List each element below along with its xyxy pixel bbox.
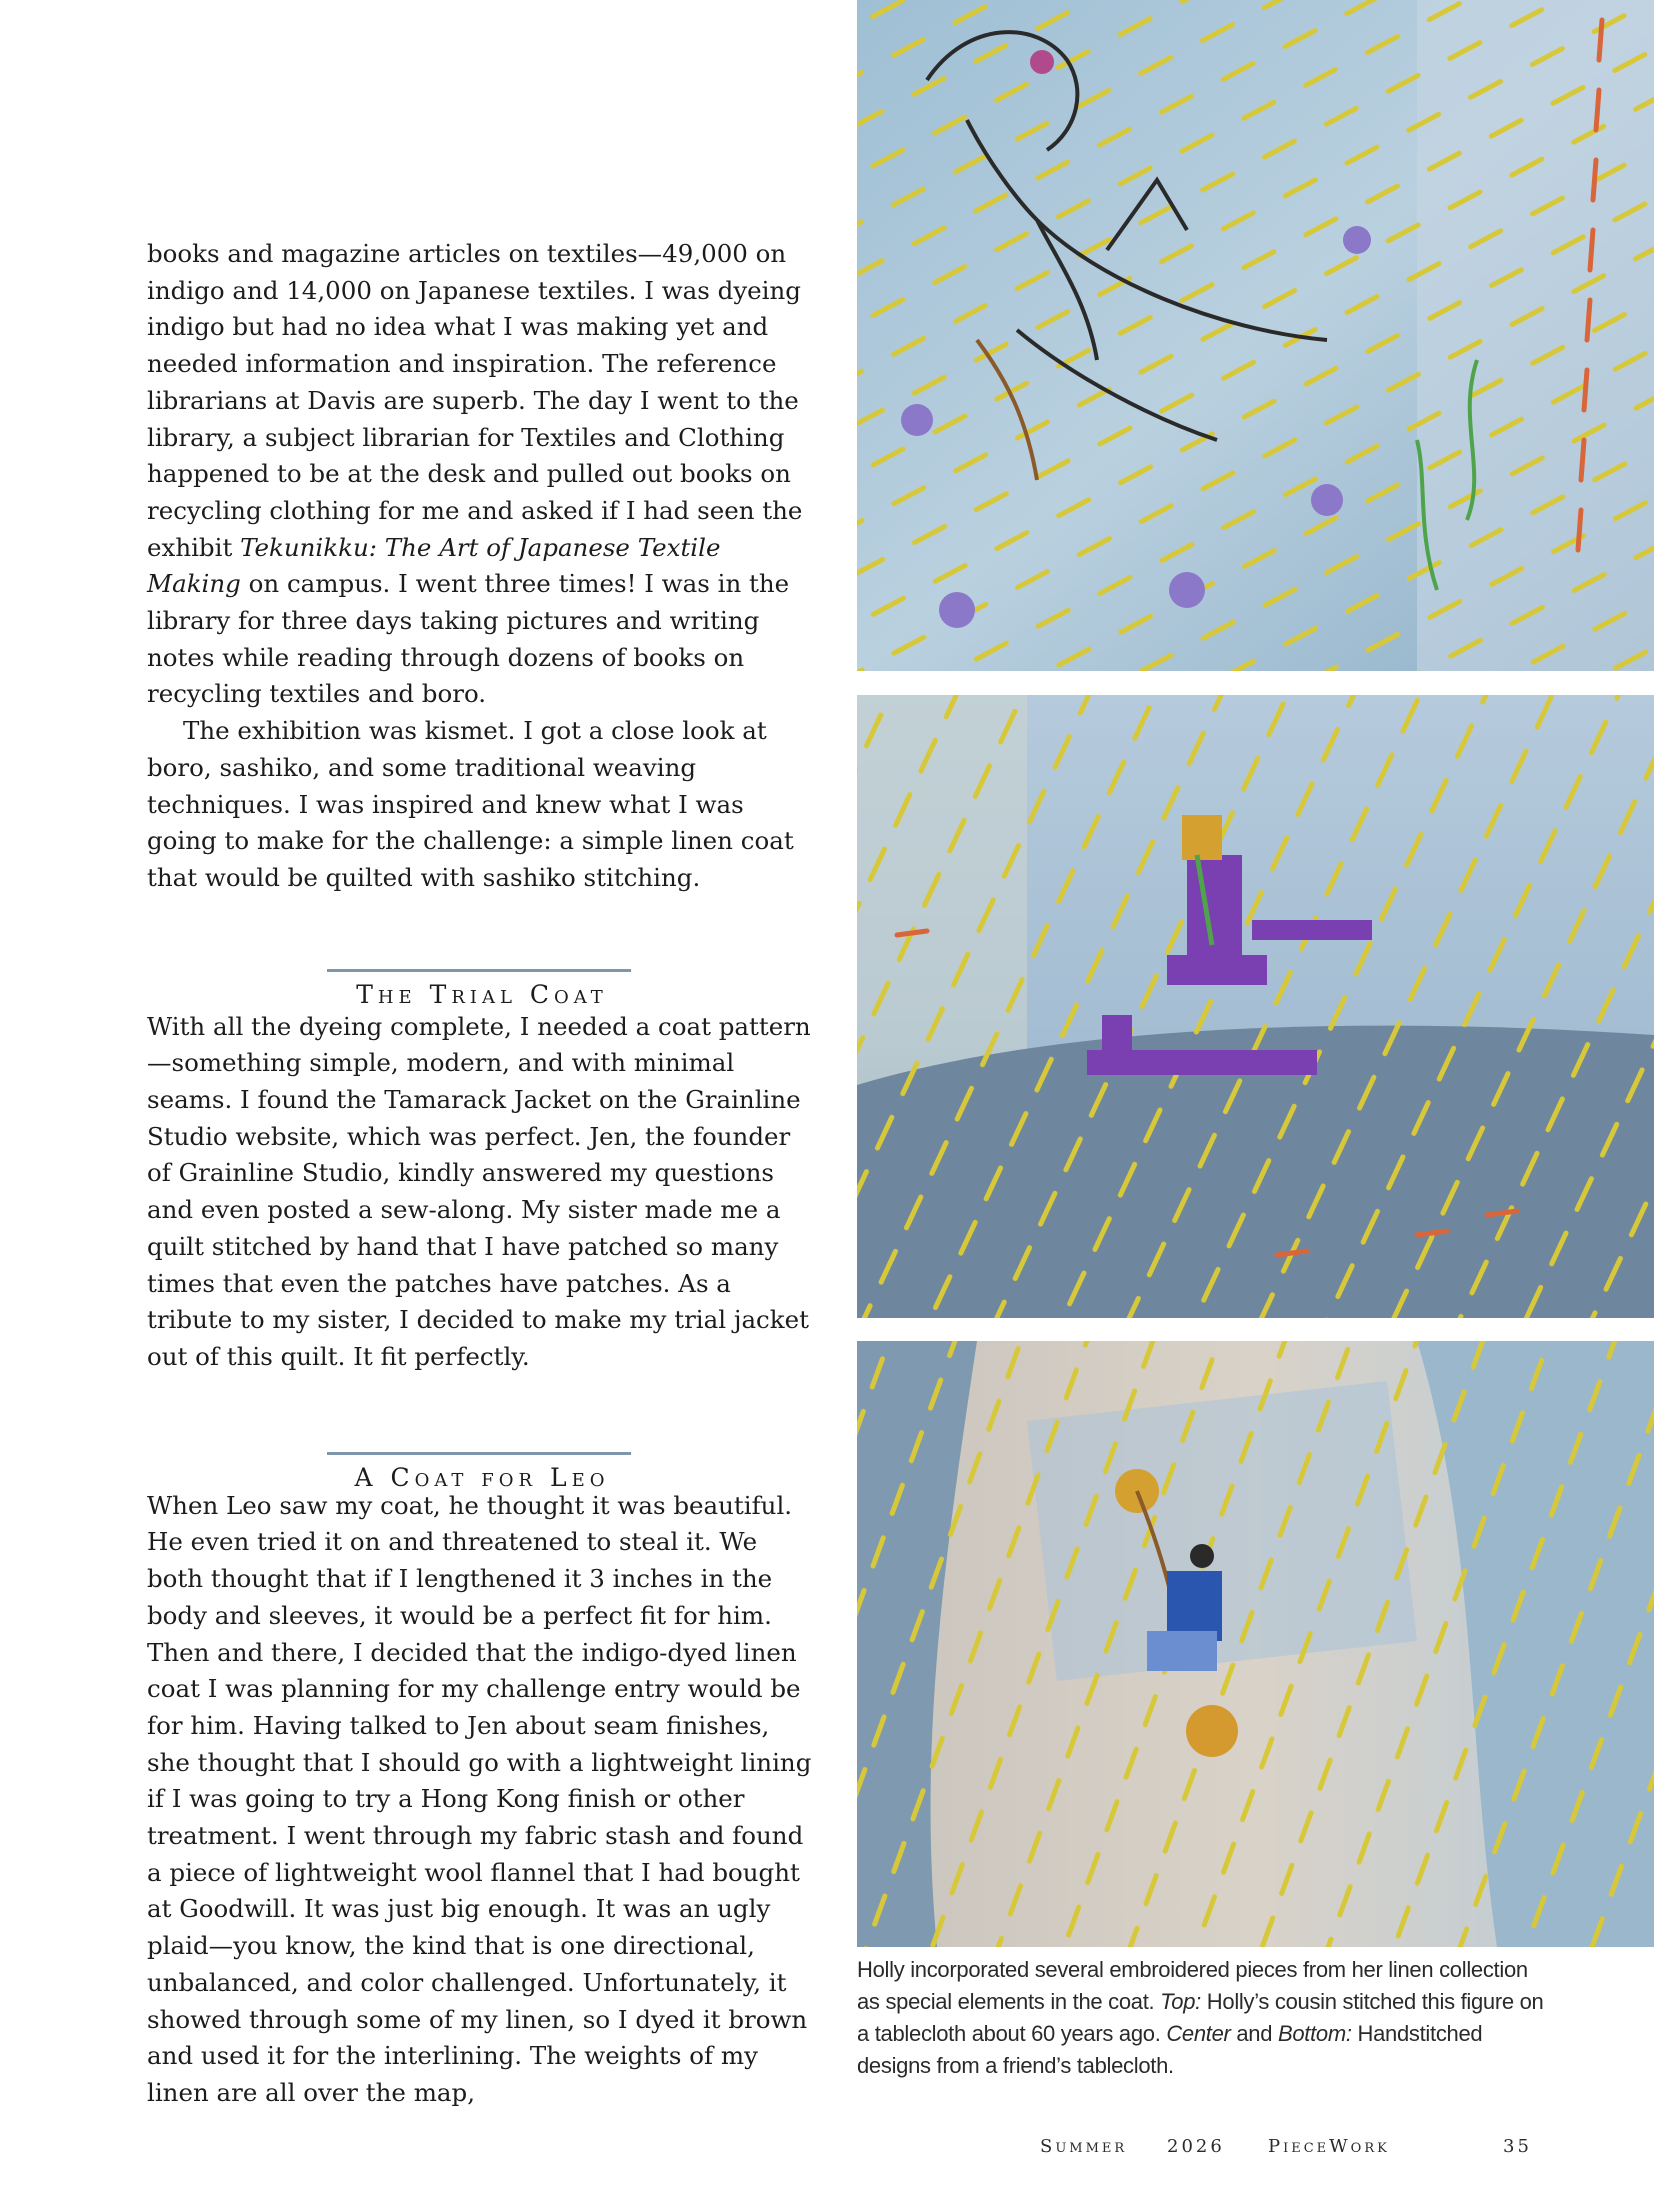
section-rule: [327, 1452, 631, 1455]
footer-year: 2026: [1167, 2136, 1225, 2157]
photo-cross-stitch-figure: [857, 695, 1654, 1318]
caption-run-1: Holly incorporated several embroidered pieces from her linen collection as special elements in the coat.: [857, 1957, 1528, 2014]
p1-run-3: on campus. I went three times! I was in the library for three days taking pictures and writing notes while reading through dozens of books on recycling textiles and boro.: [147, 569, 790, 709]
article-body: [147, 236, 817, 2112]
paragraph-4: When Leo saw my coat, he thought it was beautiful. He even tried it on and threatened to steal it. We both thought that if I lengthened it 3 inches in the body and sleeves, it would be a perfect fit for him. Then and there, I decided that the indigo-dyed linen coat I was planning for my challenge entry would be for him. Having talked to Jen about seam finishes, she thought that I should go with a lightweight lining if I was going to try a Hong Kong finish or other treatment. I went through my fabric stash and found a piece of lightweight wool flannel that I had bought at Goodwill. It was just big enough. It was an ugly plaid—you know, the kind that is one directional, unbalanced, and color challenged. Unfortunately, it showed through some of my linen, so I dyed it brown and used it for the interlining. The weights of my linen are all over the map,: [147, 1490, 812, 2107]
paragraph-1: [147, 236, 817, 713]
caption-label-bottom: Bottom:: [1278, 2021, 1352, 2046]
caption-label-top: Top:: [1160, 1989, 1201, 2014]
photo-caption: [857, 1954, 1547, 2082]
photo-water-carrier-figure: [857, 1341, 1654, 1947]
page-number: 35: [1503, 2136, 1532, 2157]
caption-run-5: and: [1230, 2021, 1278, 2046]
section-rule: [327, 969, 631, 972]
p1-run-1: books and magazine articles on textiles—49,000 on indigo and 14,000 on Japanese textiles. I was dyeing indigo but had no idea what I was making yet and needed information and inspiration. The reference librarians at Davis are superb. The day I went to the library, a subject librarian for Textiles and Clothing happened to be at the desk and pulled out books on recycling clothing for me and asked if I had seen the exhibit: [147, 239, 803, 562]
caption-label-center: Center: [1166, 2021, 1231, 2046]
section-heading-trial-coat: [147, 897, 817, 1007]
footer-magazine: PieceWork: [1268, 2136, 1390, 2157]
section-title: A Coat for Leo: [354, 1462, 610, 1492]
caption-run-7: Handstitched designs from a friend’s tablecloth.: [857, 2021, 1483, 2078]
footer-season: Summer: [1040, 2136, 1128, 2157]
section-heading-coat-for-leo: [147, 1376, 817, 1492]
caption-run-3: Holly’s cousin stitched this figure on a tablecloth about 60 years ago.: [857, 1989, 1544, 2046]
paragraph-2: The exhibition was kismet. I got a close look at boro, sashiko, and some traditional weaving techniques. I was inspired and knew what I was going to make for the challenge: a simple linen coat that would be quilted with sashiko stitching.: [147, 716, 794, 892]
photo-embroidered-figure: [857, 0, 1654, 671]
paragraph-3: With all the dyeing complete, I needed a coat pattern—something simple, modern, and with minimal seams. I found the Tamarack Jacket on the Grainline Studio website, which was perfect. Jen, the founder of Grainline Studio, kindly answered my questions and even posted a sew-along. My sister made me a quilt stitched by hand that I have patched so many times that even the patches have patches. As a tribute to my sister, I decided to make my trial jacket out of this quilt. It fit perfectly.: [147, 1011, 811, 1371]
section-title: The Trial Coat: [356, 979, 608, 1009]
p1-exhibit-title: Tekunikku: The Art of Japanese Textile Making: [147, 532, 721, 599]
